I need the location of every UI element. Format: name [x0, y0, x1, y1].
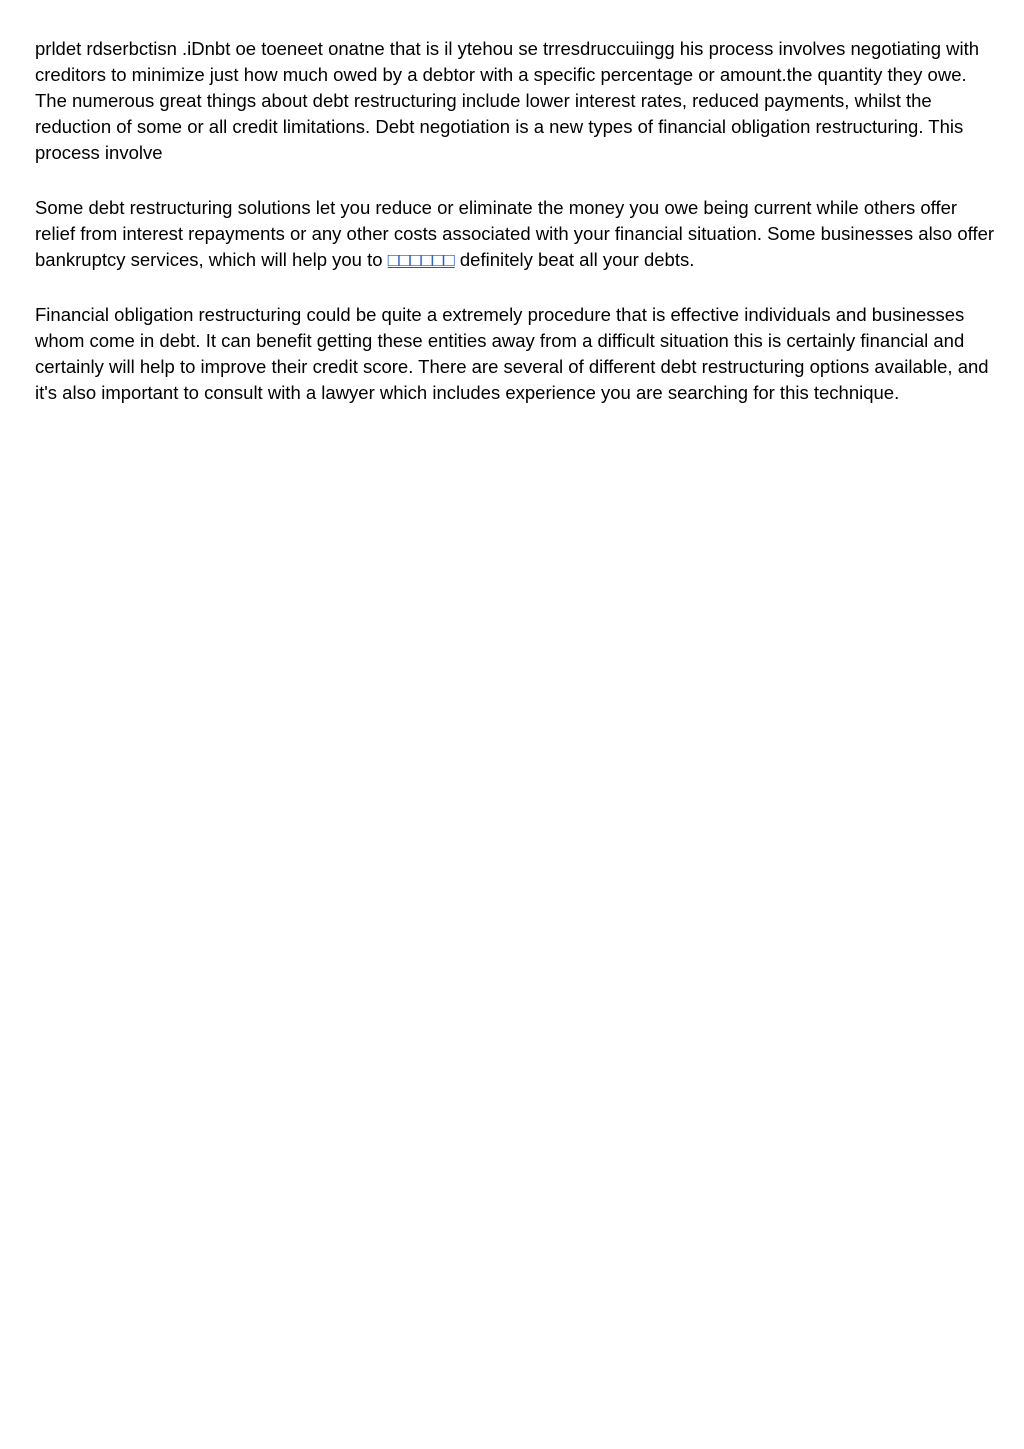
- paragraph-2: [35, 195, 995, 273]
- inline-link[interactable]: □□□□□□: [387, 249, 455, 270]
- document-page: [35, 36, 995, 435]
- paragraph-3: Financial obligation restructuring could be quite a extremely procedure that is effective individuals and businesses whom come in debt. It can benefit getting these entities away from a difficult situation this is certainly financial and certainly will help to improve their credit score. There are several of different debt restructuring options available, and it's also important to consult with a lawyer which includes experience you are searching for this technique.: [35, 304, 989, 403]
- paragraph-2-text-after-link: definitely beat all your debts.: [454, 249, 695, 270]
- paragraph-1: prldet rdserbctisn .iDnbt oe toeneet onatne that is il ytehou se trresdruccuiingg his process involves negotiating with creditors to minimize just how much owed by a debtor with a specific percentage or amount.the quantity they owe. The numerous great things about debt restructuring include lower interest rates, reduced payments, whilst the reduction of some or all credit limitations. Debt negotiation is a new types of financial obligation restructuring. This process involve: [35, 38, 980, 163]
- paragraph-2-text-before-link: Some debt restructuring solutions let you reduce or eliminate the money you owe being current while others offer relief from interest repayments or any other costs associated with your financial situation. Some businesses also offer bankruptcy services, which will help you to: [35, 197, 995, 270]
